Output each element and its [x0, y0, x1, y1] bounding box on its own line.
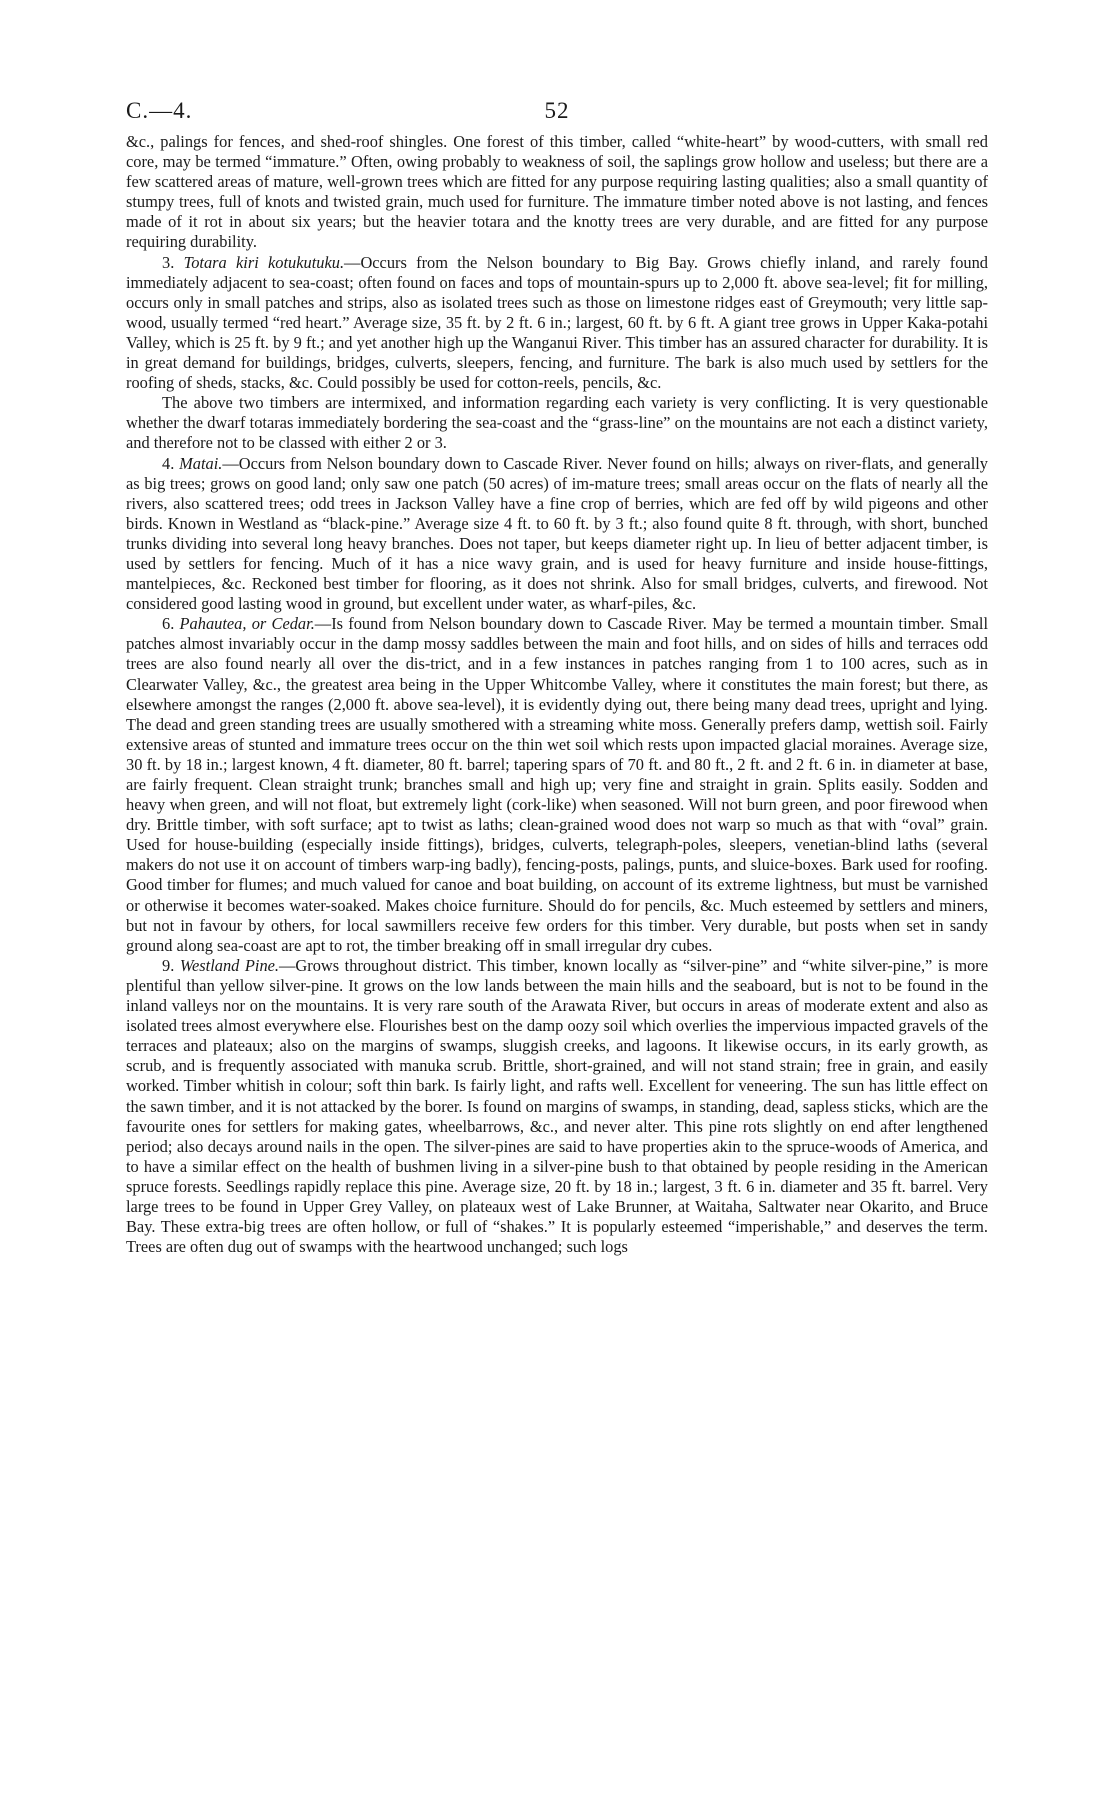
paragraph-number: 9.	[162, 955, 180, 975]
paragraph-pahautea-cedar	[126, 614, 988, 956]
body-text	[126, 132, 988, 1257]
paragraph-number: 4.	[162, 453, 180, 473]
paragraph-text: —Occurs from the Nelson boundary to Big Bay. Grows chiefly inland, and rarely found immediately adjacent to sea-coast; often found on faces and tops of mountain-spurs up to 2,000 ft. above sea-level; fit for milling, occurs only in small patches and strips, also as isolated trees such as those on limestone ridges east of Greymouth; very little sap-wood, usually termed “red heart.” Average size, 35 ft. by 2 ft. 6 in.; largest, 60 ft. by 6 ft. A giant tree grows in Upper Kaka-potahi Valley, which is 25 ft. by 9 ft.; and yet another high up the Wanganui River. This timber has an assured character for durability. It is in great demand for buildings, bridges, culverts, sleepers, fencing, and furniture. The bark is also much used by settlers for the roofing of sheds, stacks, &c. Could possibly be used for cotton-reels, pencils, &c.	[126, 252, 989, 393]
document-page	[126, 98, 988, 1257]
paragraph-text: —Occurs from Nelson boundary down to Cascade River. Never found on hills; always on river-flats, and generally as big trees; grows on good land; only saw one patch (50 acres) of im-mature trees; small areas occur on the flats of nearly all the rivers, also scattered trees; odd trees in Jackson Valley have a fine crop of berries, which are fed off by wild pigeons and other birds. Known in Westland as “black-pine.” Average size 4 ft. to 60 ft. by 3 ft.; also found quite 8 ft. through, with short, bunched trunks dividing into several long heavy branches. Does not taper, but keeps diameter right up. In lieu of better adjacent timber, is used by settlers for fencing. Much of it has a nice wavy grain, and is used for heavy furniture and inside house-fittings, mantelpieces, &c. Reckoned best timber for flooring, as it does not shrink. Also for small bridges, culverts, and firewood. Not considered good lasting wood in ground, but excellent under water, as wharf-piles, &c.	[126, 453, 989, 614]
paragraph-text: —Is found from Nelson boundary down to Cascade River. May be termed a mountain timber. Small patches almost invariably occur in the damp mossy saddles between the main and foot hills, and on sides of hills and terraces odd trees are also found nearly all over the dis-trict, and in a few instances in patches ranging from 1 to 100 acres, such as in Clearwater Valley, &c., the greatest area being in the Upper Whitcombe Valley, where it constitutes the main forest; but there, as elsewhere amongst the ranges (2,000 ft. above sea-level), it is evidently dying out, there being many dead trees, upright and lying. The dead and green standing trees are usually smothered with a streaming white moss. Generally prefers damp, wettish soil. Fairly extensive areas of stunted and immature trees occur on the thin wet soil which rests upon impacted glacial moraines. Average size, 30 ft. by 18 in.; largest known, 4 ft. diameter, 80 ft. barrel; tapering spars of 70 ft. and 80 ft., 2 ft. and 2 ft. 6 in. in diameter at base, are fairly frequent. Clean straight trunk; branches small and high up; very fine and straight in grain. Splits easily. Sodden and heavy when green, and will not float, but extremely light (cork-like) when seasoned. Will not burn green, and poor firewood when dry. Brittle timber, with soft surface; apt to twist as laths; clean-grained wood does not warp so much as that with “oval” grain. Used for house-building (especially inside fittings), bridges, culverts, telegraph-poles, sleepers, venetian-blind laths (several makers do not use it on account of timbers warp-ing badly), fencing-posts, palings, punts, and sluice-boxes. Bark used for roofing. Good timber for flumes; and much valued for canoe and boat building, on account of its extreme lightness, but must be varnished or otherwise it becomes water-soaked. Makes choice furniture. Should do for pencils, &c. Much esteemed by settlers and miners, but not in favour by others, for local sawmillers receive few orders for this timber. Very durable, but posts when set in sandy ground along sea-coast are apt to rot, the timber breaking off in small irregular dry cubes.	[126, 614, 989, 955]
page-header	[126, 98, 988, 132]
paragraph-matai	[126, 454, 988, 615]
paragraph-continuation	[126, 132, 988, 253]
document-code: C.—4.	[126, 98, 193, 123]
paragraph-heading: Pahautea, or Cedar.	[179, 614, 315, 634]
paragraph-totara-kiri-kotukutuku	[126, 253, 988, 394]
paragraph-heading: Totara kiri kotukutuku.	[183, 252, 345, 272]
paragraph-text: The above two timbers are intermixed, and information regarding each variety is very conflicting. It is very questionable whether the dwarf totaras immediately bordering the sea-coast and the “grass-line” on the mountains are not each a distinct variety, and therefore not to be classed with either 2 or 3.	[126, 393, 988, 453]
paragraph-heading: Westland Pine.	[179, 955, 280, 975]
paragraph-text: —Grows throughout district. This timber, known locally as “silver-pine” and “white silver-pine,” is more plentiful than yellow silver-pine. It grows on the low lands between the main hills and the seaboard, but is not to be found in the inland valleys nor on the mountains. It is very rare south of the Arawata River, but occurs in areas of moderate extent and also as isolated trees almost everywhere else. Flourishes best on the damp oozy soil which overlies the impervious impacted gravels of the terraces and plateaux; also on the margins of swamps, sluggish creeks, and lagoons. It likewise occurs, in its early growth, as scrub, and is frequently associated with manuka scrub. Brittle, short-grained, and will not stand strain; free in grain, and easily worked. Timber whitish in colour; soft thin bark. Is fairly light, and rafts well. Excellent for veneering. The sun has little effect on the sawn timber, and it is not attacked by the borer. Is found on margins of swamps, in standing, dead, sapless sticks, which are the favourite ones for settlers for making gates, wheelbarrows, &c., and never alter. This pine rots slightly on end after lengthened period; also decays around nails in the open. The silver-pines are said to have properties akin to the spruce-woods of America, and to have a similar effect on the health of bushmen living in a silver-pine bush to that obtained by people residing in the American spruce forests. Seedlings rapidly replace this pine. Average size, 20 ft. by 18 in.; largest, 3 ft. 6 in. diameter and 35 ft. barrel. Very large trees to be found in Upper Grey Valley, on plateaux west of Lake Brunner, at Waitaha, Saltwater near Okarito, and Bruce Bay. These extra-big trees are often hollow, or full of “shakes.” It is popularly esteemed “imperishable,” and deserves the term. Trees are often dug out of swamps with the heartwood unchanged; such logs	[126, 955, 989, 1257]
page-number: 52	[544, 98, 570, 123]
paragraph-text: &c., palings for fences, and shed-roof shingles. One forest of this timber, called “white-heart” by wood-cutters, with small red core, may be termed “immature.” Often, owing probably to weakness of soil, the saplings grow hollow and useless; but there are a few scattered areas of mature, well-grown trees which are fitted for any purpose requiring lasting qualities; also a small quantity of stumpy trees, full of knots and twisted grain, much used for furniture. The immature timber noted above is not lasting, and fences made of it rot in about six years; but the heavier totara and the knotty trees are very durable, and are fitted for any purpose requiring durability.	[126, 132, 988, 252]
paragraph-number: 6.	[162, 614, 180, 634]
paragraph-westland-pine	[126, 956, 988, 1257]
paragraph-intermixed-timbers	[126, 393, 988, 453]
paragraph-heading: Matai.	[179, 453, 223, 473]
paragraph-number: 3.	[162, 252, 184, 272]
